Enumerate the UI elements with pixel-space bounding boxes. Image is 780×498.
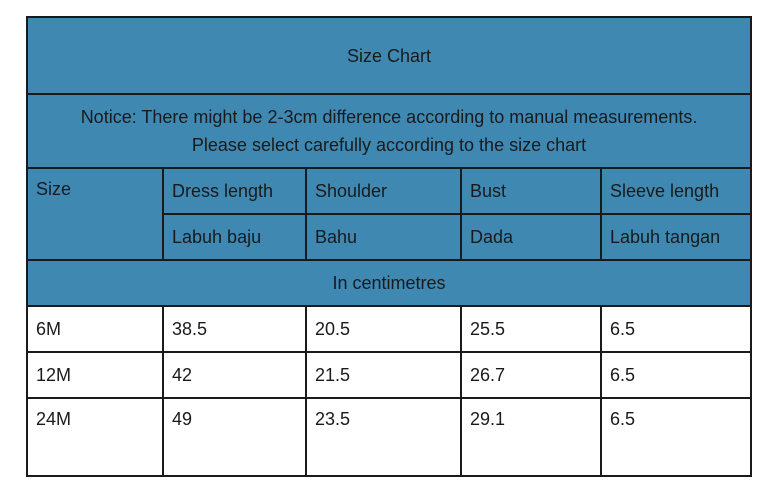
header-bust: Bust (461, 168, 601, 214)
header-size: Size (27, 168, 163, 260)
cell-dress-length: 38.5 (163, 306, 306, 352)
cell-sleeve-length: 6.5 (601, 352, 751, 398)
cell-shoulder: 23.5 (306, 398, 461, 476)
header-row (27, 168, 751, 214)
units-row (27, 260, 751, 306)
header-dress-length: Dress length (163, 168, 306, 214)
table-row (27, 352, 751, 398)
units-label: In centimetres (27, 260, 751, 306)
cell-bust: 26.7 (461, 352, 601, 398)
header-sleeve-length: Sleeve length (601, 168, 751, 214)
subheader-dada: Dada (461, 214, 601, 260)
cell-bust: 25.5 (461, 306, 601, 352)
table-row (27, 306, 751, 352)
cell-sleeve-length: 6.5 (601, 398, 751, 476)
cell-size: 12M (27, 352, 163, 398)
notice-line-2: Please select carefully according to the size chart (191, 135, 587, 155)
notice-text (27, 94, 751, 168)
cell-shoulder: 21.5 (306, 352, 461, 398)
cell-size: 24M (27, 398, 163, 476)
table-row (27, 398, 751, 476)
title-row (27, 17, 751, 94)
size-chart-table (26, 16, 752, 477)
cell-sleeve-length: 6.5 (601, 306, 751, 352)
cell-dress-length: 49 (163, 398, 306, 476)
subheader-labuh-tangan: Labuh tangan (601, 214, 751, 260)
notice-row (27, 94, 751, 168)
header-shoulder: Shoulder (306, 168, 461, 214)
cell-dress-length: 42 (163, 352, 306, 398)
notice-line-1: Notice: There might be 2-3cm difference according to manual measurements. (80, 107, 698, 127)
size-chart-title: Size Chart (27, 17, 751, 94)
cell-shoulder: 20.5 (306, 306, 461, 352)
cell-size: 6M (27, 306, 163, 352)
subheader-labuh-baju: Labuh baju (163, 214, 306, 260)
subheader-bahu: Bahu (306, 214, 461, 260)
cell-bust: 29.1 (461, 398, 601, 476)
